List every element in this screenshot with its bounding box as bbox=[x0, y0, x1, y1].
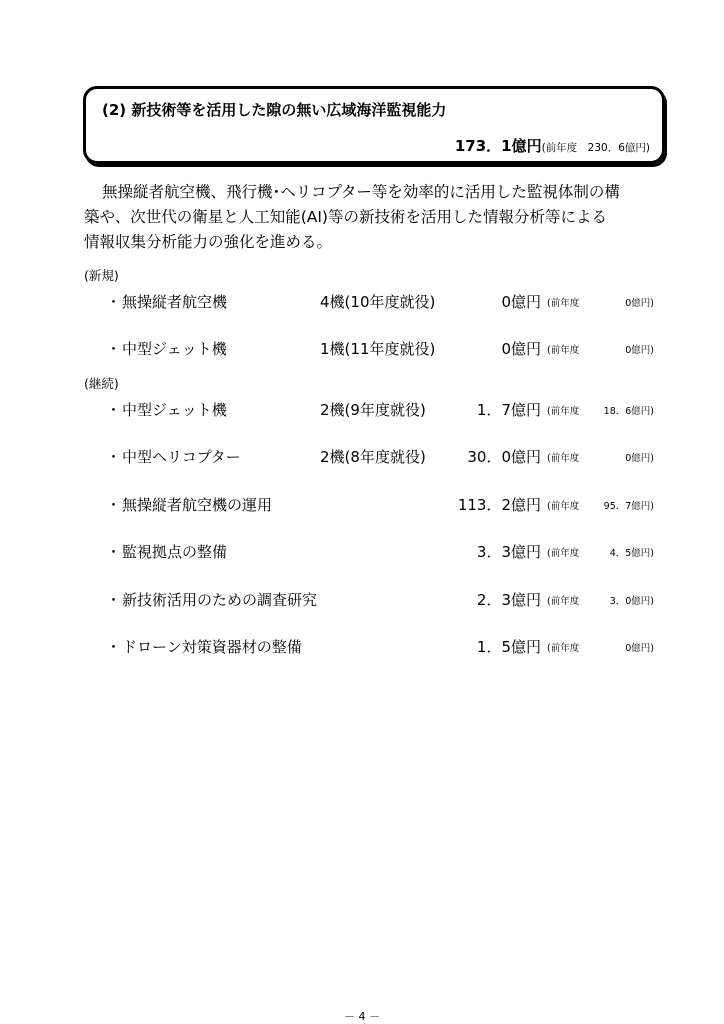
bullet: ・ bbox=[106, 591, 122, 609]
item-amount: 0億円 bbox=[501, 340, 541, 358]
heading-title: (2) 新技術等を活用した隙の無い広域海洋監視能力 bbox=[102, 101, 447, 119]
bullet: ・ bbox=[106, 293, 122, 311]
previous-year-label: (前年度 bbox=[547, 501, 580, 512]
item-amount: 113．2億円 bbox=[457, 496, 541, 514]
previous-year-label: (前年度 bbox=[547, 643, 580, 654]
item-name: 中型ヘリコプター bbox=[122, 448, 241, 466]
item-units: 4機(10年度就役) bbox=[320, 293, 436, 311]
previous-year-amount: 0億円) bbox=[625, 643, 654, 654]
previous-year-amount: 3．0億円) bbox=[609, 596, 654, 607]
item-amount: 1．7億円 bbox=[476, 401, 541, 419]
item-amount: 2．3億円 bbox=[476, 591, 541, 609]
item-name: 無操縦者航空機 bbox=[122, 293, 228, 311]
budget-item-row bbox=[0, 492, 724, 516]
item-amount: 30．0億円 bbox=[467, 448, 541, 466]
item-name: 中型ジェット機 bbox=[122, 340, 227, 358]
item-name: ドローン対策資器材の整備 bbox=[122, 638, 302, 656]
previous-year-amount: 0億円) bbox=[625, 453, 654, 464]
item-units: 2機(9年度就役) bbox=[320, 401, 426, 419]
previous-year-label: (前年度 bbox=[547, 596, 580, 607]
item-name: 中型ジェット機 bbox=[122, 401, 227, 419]
previous-year-amount: 4．5億円) bbox=[609, 548, 654, 559]
heading-amount: 173．1億円 bbox=[454, 137, 542, 155]
item-units: 1機(11年度就役) bbox=[320, 340, 436, 358]
bullet: ・ bbox=[106, 448, 122, 466]
previous-year-label: (前年度 bbox=[547, 298, 580, 309]
budget-item-row bbox=[0, 289, 724, 313]
budget-item-row bbox=[0, 444, 724, 468]
item-amount: 3．3億円 bbox=[476, 543, 541, 561]
previous-year-amount: 0億円) bbox=[625, 298, 654, 309]
previous-year-amount: 95．7億円) bbox=[603, 501, 654, 512]
previous-year-label: (前年度 bbox=[547, 345, 580, 356]
budget-item-row bbox=[0, 539, 724, 563]
item-amount: 0億円 bbox=[501, 293, 541, 311]
item-name: 監視拠点の整備 bbox=[122, 543, 228, 561]
bullet: ・ bbox=[106, 401, 122, 419]
budget-item-row bbox=[0, 397, 724, 421]
intro-line: 情報収集分析能力の強化を進める。 bbox=[84, 233, 333, 251]
intro-line: 無操縦者航空機、飛行機･ヘリコプター等を効率的に活用した監視体制の構 bbox=[102, 183, 620, 201]
heading-box bbox=[83, 86, 665, 164]
budget-item-row bbox=[0, 336, 724, 360]
item-amount: 1．5億円 bbox=[476, 638, 541, 656]
section-label-new: (新規) bbox=[84, 268, 119, 283]
heading-amount-line bbox=[455, 135, 650, 156]
previous-year-amount: 0億円) bbox=[625, 345, 654, 356]
heading-previous-amount: (前年度 230．6億円) bbox=[541, 142, 650, 154]
previous-year-label: (前年度 bbox=[547, 406, 580, 417]
previous-year-amount: 18．6億円) bbox=[603, 406, 654, 417]
intro-paragraph bbox=[84, 180, 674, 255]
bullet: ・ bbox=[106, 340, 122, 358]
section-label-continued: (継続) bbox=[84, 376, 119, 391]
bullet: ・ bbox=[106, 496, 122, 514]
item-name: 無操縦者航空機の運用 bbox=[122, 496, 273, 514]
bullet: ・ bbox=[106, 543, 122, 561]
item-name: 新技術活用のための調査研究 bbox=[122, 591, 318, 609]
item-units: 2機(8年度就役) bbox=[320, 448, 426, 466]
page-number: － 4 － bbox=[344, 1010, 380, 1023]
bullet: ・ bbox=[106, 638, 122, 656]
previous-year-label: (前年度 bbox=[547, 548, 580, 559]
intro-line: 築や、次世代の衛星と人工知能(AI)等の新技術を活用した情報分析等による bbox=[84, 208, 607, 226]
previous-year-label: (前年度 bbox=[547, 453, 580, 464]
budget-item-row bbox=[0, 587, 724, 611]
budget-item-row bbox=[0, 634, 724, 658]
